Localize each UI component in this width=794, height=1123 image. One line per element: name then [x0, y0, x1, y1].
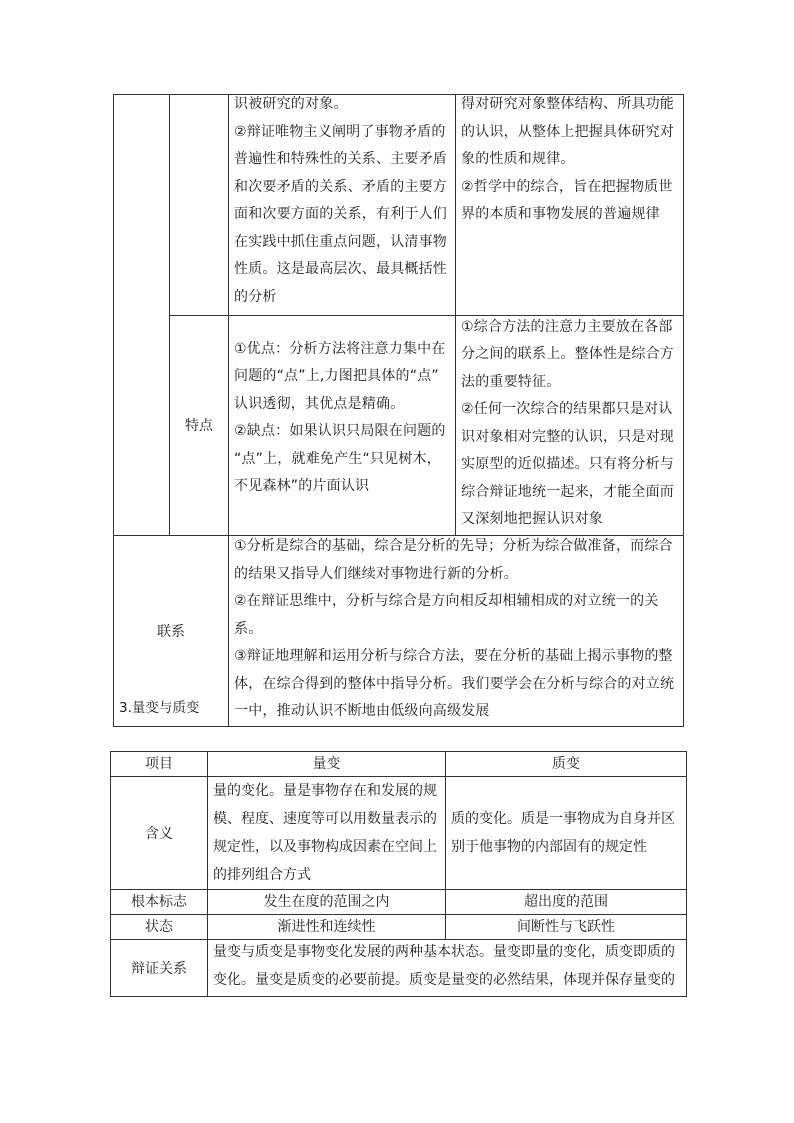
row-label: 根本标志 [111, 890, 208, 915]
text-line: ②哲学中的综合，旨在把握物质世 [461, 178, 673, 195]
features-label-cell [170, 315, 229, 536]
text-line: ①综合方法的注意力主要放在各部 [461, 318, 673, 335]
text-line: 在实践中抓住重点问题，认清事物 [234, 233, 447, 250]
text-line: ①分析是综合的基础，综合是分析的先导；分析为综合做准备，而综合 [234, 538, 673, 554]
analysis-synthesis-table [113, 94, 684, 727]
text-line: ②缺点：如果认识只局限在问题的 [234, 423, 446, 439]
text-line: “点”上，就难免产生“只见树木， [234, 450, 441, 467]
text-line: 界的本质和事物发展的普遍规律 [461, 206, 660, 222]
text-line: ②辩证唯物主义阐明了事物矛盾的 [234, 123, 446, 140]
dialectic-cell [208, 940, 687, 997]
text-line: 普遍性和特殊性的关系、主要矛盾 [234, 151, 447, 167]
relation-cell [229, 536, 684, 727]
row-label-cell [111, 777, 208, 890]
text-line: 分之间的联系上。整体性是综合方 [461, 346, 674, 362]
text-line: 不见森林”的片面认识 [234, 478, 370, 494]
table-cell: 超出度的范围 [446, 890, 687, 915]
text-line: 模、程度、速度等可以用数量表示的 [213, 811, 437, 827]
text-line: 体，在综合得到的整体中指导分析。我们要学会在分析与综合的对立统 [234, 675, 675, 692]
text-line: 和次要矛盾的关系、矛盾的主要方 [234, 178, 447, 195]
row-label-cell [111, 940, 208, 997]
text-line: 法的重要特征。 [461, 373, 561, 390]
text-line: 质的变化。质是一事物成为自身并区 [451, 811, 675, 827]
text-line: 实原型的近似描述。只有将分析与 [461, 456, 674, 472]
text-line: 的分析 [234, 288, 277, 305]
quantitative-cell [208, 777, 446, 890]
text-line: ①优点：分析方法将注意力集中在 [234, 340, 446, 357]
text-line: 变化。量变是质变的必要前提。质变是量变的必然结果，体现并保存量变的 [213, 972, 675, 988]
table-header-row [111, 752, 687, 777]
row-label: 特点 [185, 418, 213, 435]
text-line: ②在辩证思维中，分析与综合是方向相反却相辅相成的对立统一的关系。 [234, 593, 659, 637]
table-row [111, 890, 687, 915]
text-line: 综合辩证地统一起来，才能全面而 [461, 483, 674, 500]
table-row [111, 940, 687, 997]
table-cell-empty [170, 95, 229, 316]
synthesis-cell [456, 315, 684, 536]
analysis-cell [229, 95, 456, 316]
synthesis-cell [456, 95, 684, 316]
table-cell-empty [114, 95, 170, 536]
text-line: 问题的“点”上,力图把具体的“点” [234, 368, 439, 384]
text-line: 规定性，以及事物构成因素在空间上 [213, 839, 437, 855]
text-line: 面和次要方面的关系，有利于人们 [234, 206, 447, 222]
row-label: 联系 [157, 623, 185, 640]
analysis-cell [229, 315, 456, 536]
table-row [111, 915, 687, 940]
qualitative-cell [446, 777, 687, 890]
text-line: 别于他事物的内部固有的规定性 [451, 839, 647, 855]
section-heading: 3.量变与质变 [119, 700, 200, 716]
table-cell: 渐进性和连续性 [208, 915, 446, 940]
row-label: 辩证关系 [131, 961, 187, 977]
table-row [114, 315, 684, 536]
column-header: 量变 [208, 752, 446, 777]
row-label: 含义 [145, 826, 173, 842]
column-header: 项目 [111, 752, 208, 777]
table-cell: 间断性与飞跃性 [446, 915, 687, 940]
text-line: 量的变化。量是事物存在和发展的规 [213, 783, 437, 799]
text-line: 一中，推动认识不断地由低级向高级发展 [234, 703, 490, 719]
table-row [111, 777, 687, 890]
text-line: 认识透彻，其优点是精确。 [234, 395, 405, 412]
text-line: 性质。这是最高层次、最具概括性 [234, 261, 447, 277]
table-row [114, 95, 684, 316]
text-line: ③辩证地理解和运用分析与综合方法，要在分析的基础上揭示事物的整 [234, 648, 673, 664]
quantitative-qualitative-table [110, 751, 687, 997]
text-line: 又深刻地把握认识对象 [461, 511, 603, 527]
text-line: 得对研究对象整体结构、所具功能 [461, 96, 674, 112]
text-line: 量变与质变是事物变化发展的两种基本状态。量变即量的变化，质变即质的 [213, 944, 675, 960]
column-header: 质变 [446, 752, 687, 777]
text-line: 的结果又指导人们继续对事物进行新的分析。 [234, 565, 518, 582]
text-line: 的认识，从整体上把握具体研究对 [461, 123, 674, 140]
text-line: 识被研究的对象。 [234, 96, 348, 112]
text-line: 象的性质和规律。 [461, 151, 575, 167]
relation-label-cell [114, 536, 229, 727]
text-line: ②任何一次综合的结果都只是对认 [461, 401, 673, 417]
row-label: 状态 [111, 915, 208, 940]
text-line: 的排列组合方式 [213, 867, 311, 883]
text-line: 识对象相对完整的认识，只是对现 [461, 428, 674, 445]
table-row [114, 536, 684, 727]
table-cell: 发生在度的范围之内 [208, 890, 446, 915]
